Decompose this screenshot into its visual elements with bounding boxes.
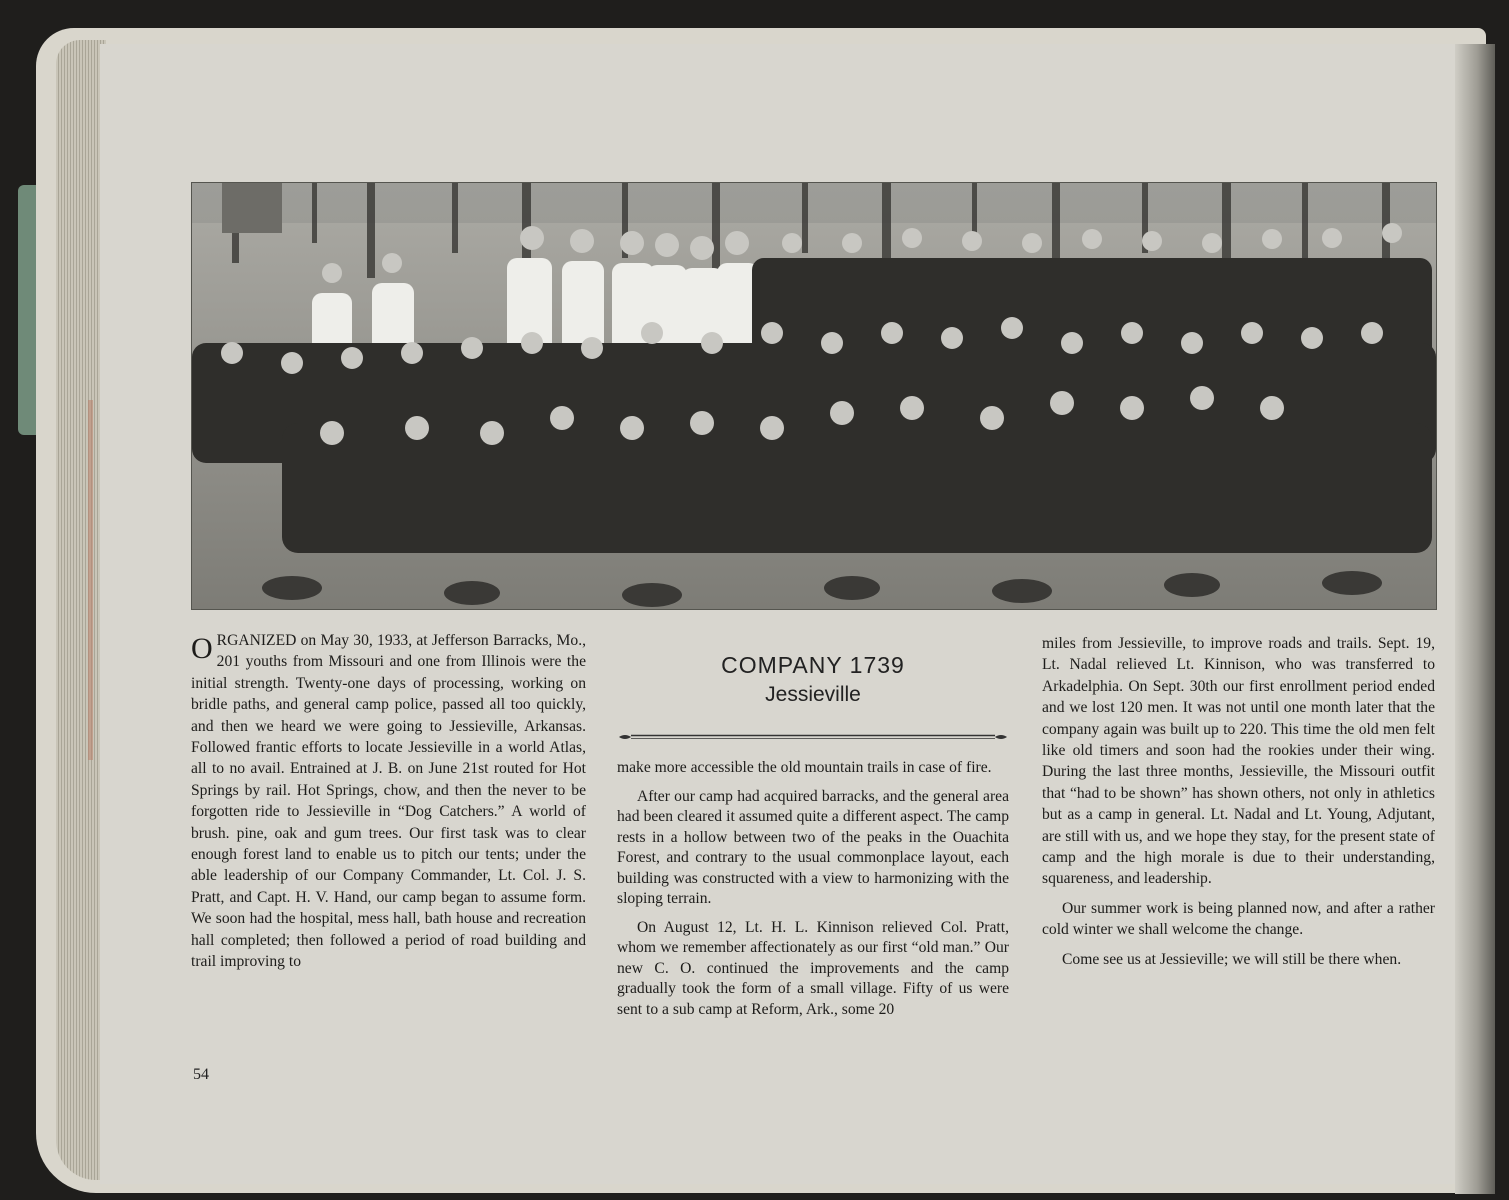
edge-stain [88,400,93,760]
page-number: 54 [193,1066,209,1083]
column-3-paragraph-1: miles from Jessieville, to improve roads and trails. Sept. 19, Lt. Nadal relieved Lt. Kinnison, who was transferred to Arkadelphia. On Sept. 30th our first enrollment period ended and we lost 120 men. It was not until one month later that the company again was built up to 220. This time the old men felt like old timers and soon had the rookies under their wing. During the last three months, Jessieville, the Missouri outfit that “had to be shown” has shown others, not only in athletics but as a camp in general. Lt. Nadal and Lt. Young, Adjutant, are still with us, and we hope they stay, for the present state of camp and the high morale is due to their understanding, squareness, and leadership. [1042,635,1435,888]
column-1-paragraph-1-text: RGANIZED on May 30, 1933, at Jefferson Barracks, Mo., 201 youths from Missouri and one from Illinois were the initial strength. Twenty-one days of processing, working on bridle paths, and general camp police, passed all too quickly, and then we heard we were going to Jessieville, Arkansas. Followed frantic efforts to locate Jessieville in a world Atlas, all to no avail. Entrained at J. B. on June 21st routed for Hot Springs by rail. Hot Springs, chow, and then the never to be forgotten ride to Jessieville in “Dog Catchers.” A world of brush. pine, oak and gum trees. Our first task was to clear enough forest land to enable us to pitch our tents; under the able leadership of our Company Commander, Lt. Col. J. S. Pratt, and Capt. H. V. Hand, our camp began to assume form. We soon had the hospital, mess hall, bath house and recreation hall completed; then followed a period of road building and trail improving to [191,632,586,971]
title-rule [617,731,1009,743]
column-3-paragraph-3: Come see us at Jessieville; we will still be there when. [1062,950,1402,968]
column-3-paragraph-2: Our summer work is being planned now, and after a rather cold winter we shall welcome the change. [1042,899,1435,939]
group-photo [191,182,1437,610]
column-2-paragraph-1: make more accessible the old mountain trails in case of fire. [617,759,992,776]
book-gutter [1455,44,1495,1194]
column-2-paragraph-2: After our camp had acquired barracks, and the general area had been cleared it assumed quite a different aspect. The camp rests in a hollow between two of the peaks in the Ouachita Forest, and contrary to the usual commonplace layout, each building was constructed with a view to harmonizing with the sloping terrain. [617,787,1009,907]
page-edges [56,40,106,1180]
drop-cap: O [191,632,213,665]
company-title: COMPANY 1739 [721,652,905,678]
column-2 [617,758,1009,1020]
article-title [617,652,1009,707]
column-3 [1042,633,1435,970]
column-1 [191,630,586,973]
column-2-paragraph-3: On August 12, Lt. H. L. Kinnison relieved Col. Pratt, whom we remember affectionately as our first “old man.” Our new C. O. continued the improvements and the camp gradually took the form of a small village. Fifty of us were sent to a sub camp at Reform, Ark., some 20 [617,918,1009,1018]
place-title: Jessieville [765,683,861,706]
column-1-paragraph-1 [191,630,586,973]
